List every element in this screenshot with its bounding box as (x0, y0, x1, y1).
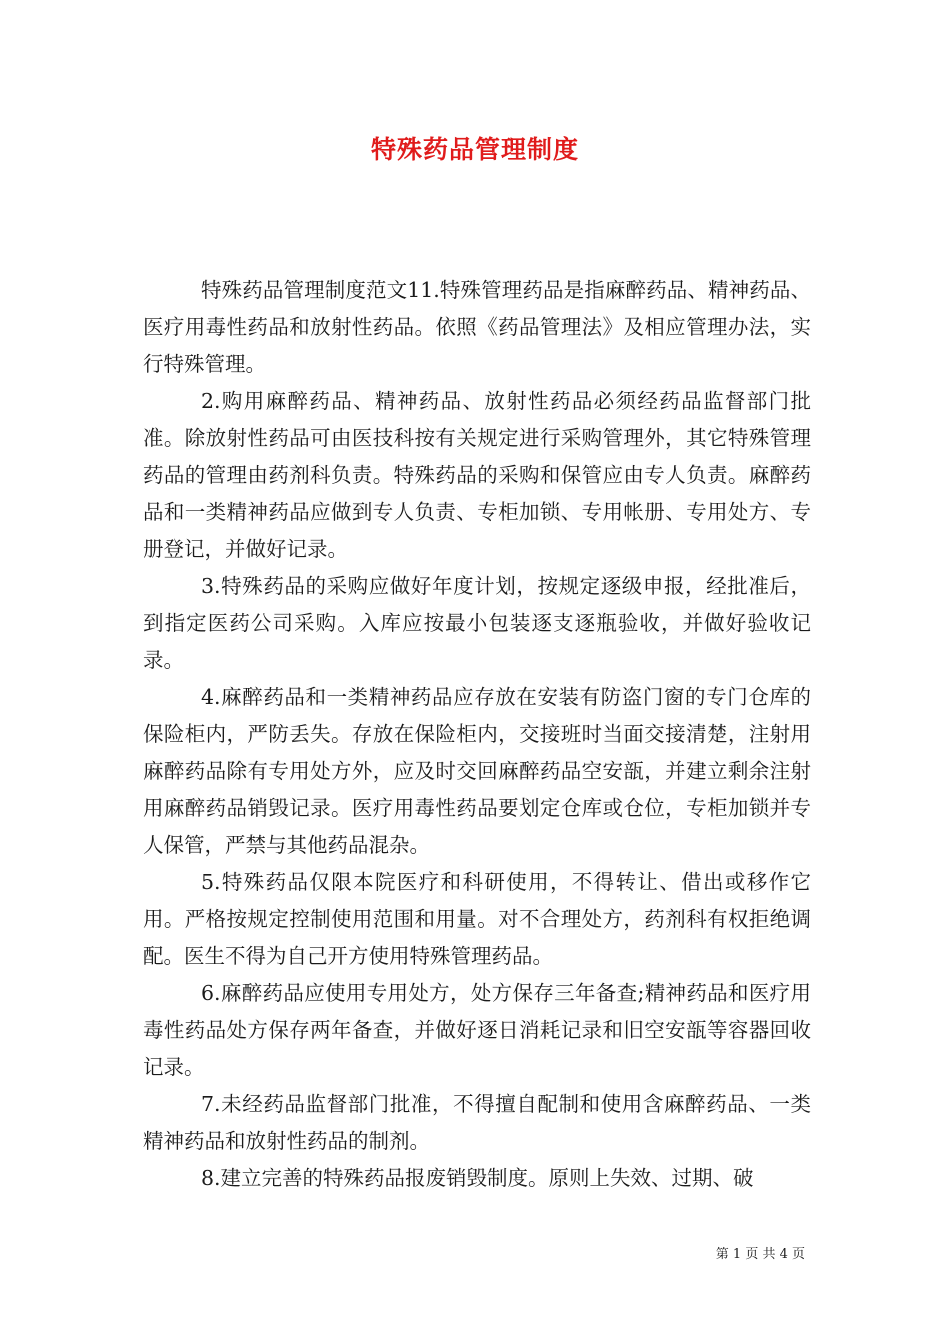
page-number: 第 1 页 共 4 页 (715, 1247, 805, 1262)
paragraph-4: 4.麻醉药品和一类精神药品应存放在安装有防盗门窗的专门仓库的保险柜内，严防丢失。存放在保险柜内，交接班时当面交接清楚，注射用麻醉药品除有专用处方外，应及时交回麻醉药品空安瓿，并建立剩余注射用麻醉药品销毁记录。医疗用毒性药品要划定仓库或仓位，专柜加锁并专人保管，严禁与其他药品混杂。 (143, 685, 811, 857)
paragraph-7: 7.未经药品监督部门批准，不得擅自配制和使用含麻醉药品、一类精神药品和放射性药品的制剂。 (143, 1092, 811, 1153)
paragraph-3: 3.特殊药品的采购应做好年度计划，按规定逐级申报，经批准后，到指定医药公司采购。入库应按最小包装逐支逐瓶验收，并做好验收记录。 (143, 574, 811, 672)
document-body (143, 272, 811, 1197)
paragraph-1: 特殊药品管理制度范文11.特殊管理药品是指麻醉药品、精神药品、医疗用毒性药品和放射性药品。依照《药品管理法》及相应管理办法，实行特殊管理。 (143, 278, 811, 376)
paragraph-6: 6.麻醉药品应使用专用处方，处方保存三年备查;精神药品和医疗用毒性药品处方保存两年备查，并做好逐日消耗记录和旧空安瓿等容器回收记录。 (143, 981, 811, 1079)
paragraph-2: 2.购用麻醉药品、精神药品、放射性药品必须经药品监督部门批准。除放射性药品可由医技科按有关规定进行采购管理外，其它特殊管理药品的管理由药剂科负责。特殊药品的采购和保管应由专人负责。麻醉药品和一类精神药品应做到专人负责、专柜加锁、专用帐册、专用处方、专册登记，并做好记录。 (143, 389, 811, 561)
paragraph-5: 5.特殊药品仅限本院医疗和科研使用，不得转让、借出或移作它用。严格按规定控制使用范围和用量。对不合理处方，药剂科有权拒绝调配。医生不得为自己开方使用特殊管理药品。 (143, 870, 811, 968)
document-title: 特殊药品管理制度 (370, 135, 579, 164)
paragraph-8: 8.建立完善的特殊药品报废销毁制度。原则上失效、过期、破 (201, 1166, 754, 1190)
